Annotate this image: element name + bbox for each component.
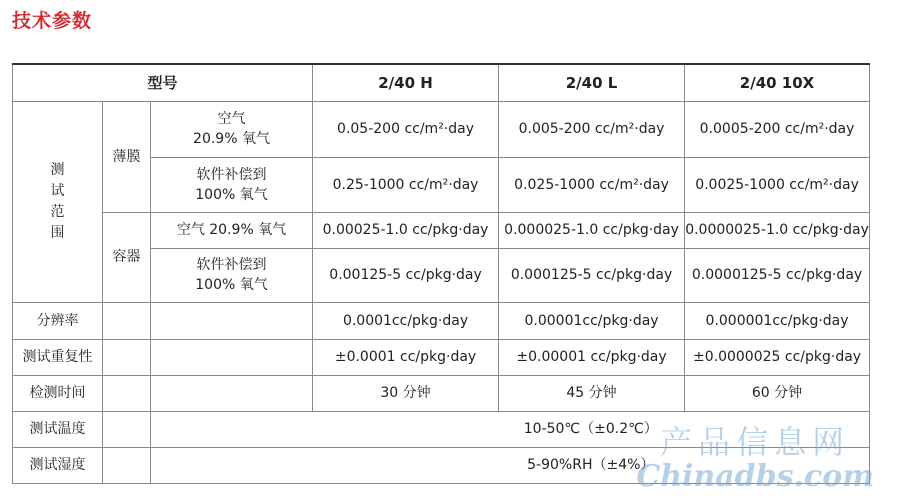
table-cell: ±0.0000025 cc/pkg·day — [685, 339, 870, 375]
table-cell: 0.00001cc/pkg·day — [499, 302, 685, 339]
humidity-label: 测试湿度 — [13, 447, 103, 483]
empty-cell — [103, 411, 151, 447]
table-cell: 0.00125-5 cc/pkg·day — [313, 248, 499, 302]
model-header: 型号 — [13, 64, 313, 101]
table-cell: 0.000025-1.0 cc/pkg·day — [499, 212, 685, 248]
empty-cell — [151, 375, 313, 411]
table-cell: 0.000125-5 cc/pkg·day — [499, 248, 685, 302]
spec-table — [12, 63, 870, 484]
table-cell: 60 分钟 — [685, 375, 870, 411]
watermark-en: Chinadbs.com — [636, 459, 874, 494]
test-time-label: 检测时间 — [13, 375, 103, 411]
resolution-label: 分辨率 — [13, 302, 103, 339]
empty-cell — [103, 339, 151, 375]
table-cell: 0.00025-1.0 cc/pkg·day — [313, 212, 499, 248]
section-title: 技术参数 — [12, 10, 93, 32]
model-l-header: 2/40 L — [499, 64, 685, 101]
humidity-value: 5-90%RH（±4%） — [313, 447, 870, 483]
temperature-label: 测试温度 — [13, 411, 103, 447]
empty-cell — [103, 447, 151, 483]
table-row — [13, 212, 870, 248]
table-cell: 0.005-200 cc/m²·day — [499, 101, 685, 157]
table-row — [13, 302, 870, 339]
table-cell: 30 分钟 — [313, 375, 499, 411]
table-row — [13, 375, 870, 411]
header-row — [13, 64, 870, 101]
model-10x-header: 2/40 10X — [685, 64, 870, 101]
table-cell: 0.0000125-5 cc/pkg·day — [685, 248, 870, 302]
table-cell: 0.025-1000 cc/m²·day — [499, 157, 685, 212]
film-air-label: 空气 20.9% 氧气 — [151, 101, 313, 157]
empty-cell — [103, 302, 151, 339]
pkg-air-label: 空气 20.9% 氧气 — [151, 212, 313, 248]
film-label: 薄膜 — [103, 101, 151, 212]
empty-cell — [151, 302, 313, 339]
empty-cell — [151, 411, 313, 447]
watermark — [636, 424, 874, 494]
pkg-comp-label: 软件补偿到 100% 氧气 — [151, 248, 313, 302]
table-cell: ±0.00001 cc/pkg·day — [499, 339, 685, 375]
repeatability-label: 测试重复性 — [13, 339, 103, 375]
table-cell: 0.000001cc/pkg·day — [685, 302, 870, 339]
watermark-cn: 产品信息网 — [660, 423, 851, 461]
table-cell: 0.25-1000 cc/m²·day — [313, 157, 499, 212]
empty-cell — [103, 375, 151, 411]
empty-cell — [151, 339, 313, 375]
table-cell: 45 分钟 — [499, 375, 685, 411]
table-cell: ±0.0001 cc/pkg·day — [313, 339, 499, 375]
pkg-label: 容器 — [103, 212, 151, 302]
table-cell: 0.0001cc/pkg·day — [313, 302, 499, 339]
temperature-value: 10-50℃（±0.2℃） — [313, 411, 870, 447]
table-cell: 0.0005-200 cc/m²·day — [685, 101, 870, 157]
table-row — [13, 101, 870, 157]
table-cell: 0.0000025-1.0 cc/pkg·day — [685, 212, 870, 248]
empty-cell — [151, 447, 313, 483]
table-cell: 0.0025-1000 cc/m²·day — [685, 157, 870, 212]
table-row — [13, 339, 870, 375]
model-h-header: 2/40 H — [313, 64, 499, 101]
range-label: 测试范围 — [13, 101, 103, 302]
table-cell: 0.05-200 cc/m²·day — [313, 101, 499, 157]
film-comp-label: 软件补偿到 100% 氧气 — [151, 157, 313, 212]
